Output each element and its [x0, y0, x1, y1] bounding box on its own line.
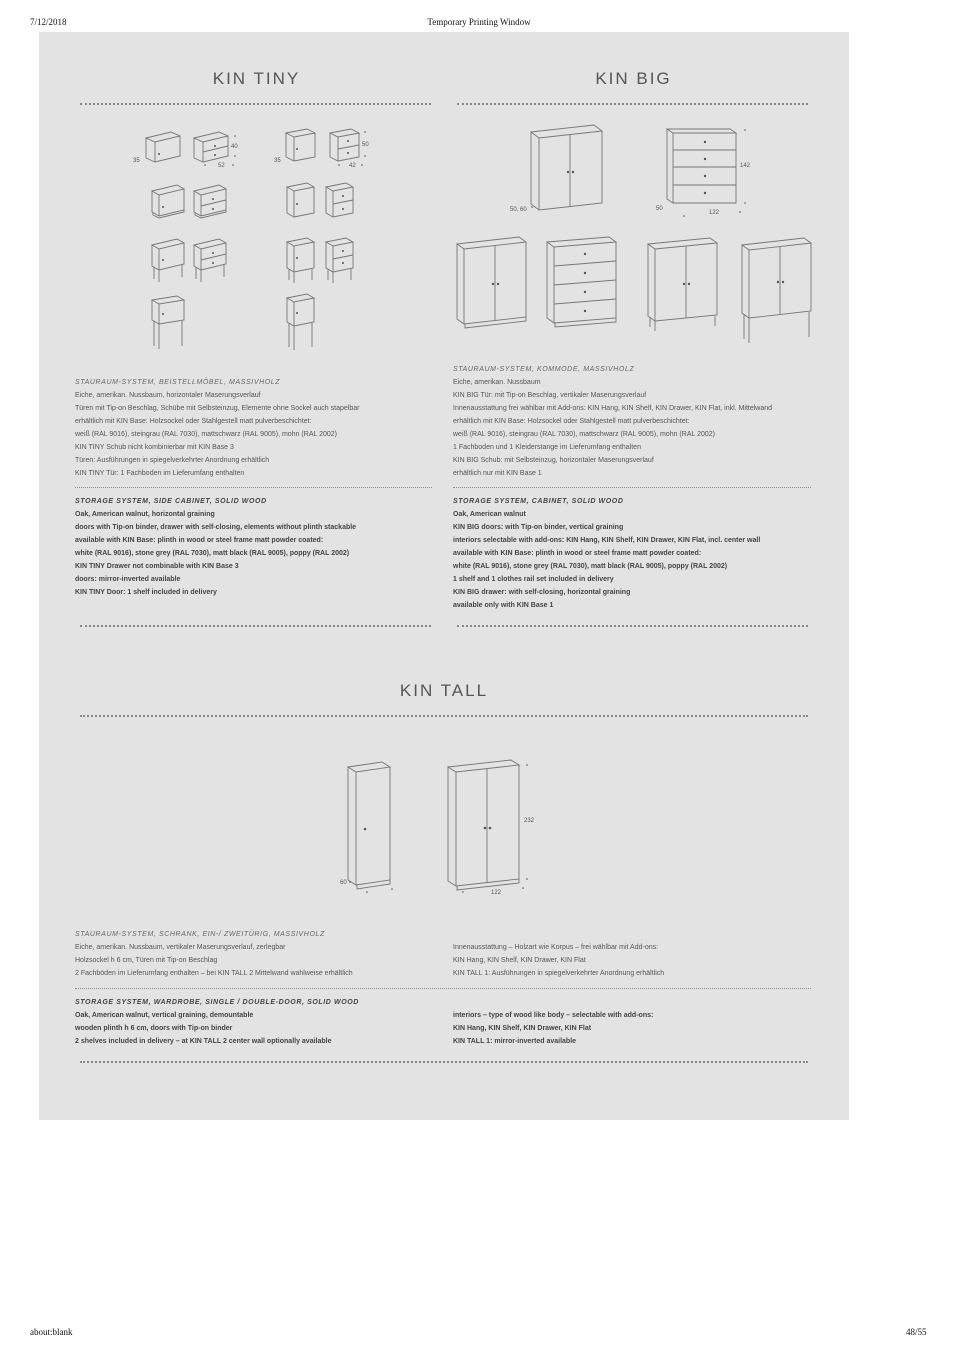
kin-tiny-de-heading: STAURAUM-SYSTEM, BEISTELLMÖBEL, MASSIVHOLZ: [75, 379, 281, 386]
kin-tiny-de-line: Eiche, amerikan. Nussbaum, horizontaler Maserungsverlauf: [75, 392, 261, 399]
kin-tiny-de-line: Türen mit Tip-on Beschlag, Schübe mit Selbsteinzug, Elemente ohne Sockel auch stapelbar: [75, 405, 360, 412]
tall-dim-width: 122: [491, 890, 502, 896]
kin-tall-de-line: Innenausstattung – Holzart wie Korpus – frei wählbar mit Add-ons:: [453, 944, 659, 951]
kin-big-en-line: white (RAL 9016), stone grey (RAL 7030), matt black (RAL 9005), poppy (RAL 2002): [453, 563, 728, 570]
catalog-page: [39, 32, 849, 1120]
divider: [80, 715, 808, 717]
kin-tall-en-heading: STORAGE SYSTEM, WARDROBE, SINGLE / DOUBLE-DOOR, SOLID WOOD: [75, 999, 359, 1006]
print-header-title: Temporary Printing Window: [427, 17, 531, 27]
kin-big-de-line: erhältlich mit KIN Base: Holzsockel oder Stahlgestell matt pulverbeschichtet:: [453, 418, 690, 425]
kin-tiny-de-line: erhältlich mit KIN Base: Holzsockel oder Stahlgestell matt pulverbeschichtet:: [75, 418, 312, 425]
big-dim-depth-a: 50, 60: [510, 207, 527, 213]
kin-big-de-line: KIN BIG Tür: mit Tip-on Beschlag, vertikaler Maserungsverlauf: [453, 392, 647, 399]
tiny-dim-width-a: 52: [218, 163, 225, 169]
kin-tiny-title: KIN TINY: [212, 69, 301, 88]
kin-big-en-line: available only with KIN Base 1: [453, 602, 554, 609]
kin-tiny-en-heading: STORAGE SYSTEM, SIDE CABINET, SOLID WOOD: [75, 498, 267, 505]
divider: [453, 487, 811, 488]
kin-tall-en-line: 2 shelves included in delivery – at KIN TALL 2 center wall optionally available: [75, 1038, 332, 1045]
divider: [75, 988, 811, 989]
kin-tiny-en-line: KIN TINY Drawer not combinable with KIN Base 3: [75, 563, 239, 570]
kin-tall-german-text-right: [453, 941, 664, 980]
kin-tiny-en-line: doors: mirror-inverted available: [75, 576, 181, 583]
kin-tall-de-line: Eiche, amerikan. Nussbaum, vertikaler Maserungsverlauf, zerlegbar: [75, 944, 286, 951]
tiny-dim-height-b: 50: [362, 142, 369, 148]
kin-tiny-english-text: [75, 495, 356, 599]
kin-tall-en-line: wooden plinth h 6 cm, doors with Tip-on binder: [75, 1025, 233, 1032]
kin-tiny-en-line: Oak, American walnut, horizontal graining: [75, 511, 215, 518]
big-drawer-chest-illustration: [667, 129, 736, 203]
kin-big-en-line: available with KIN Base: plinth in wood or steel frame matt powder coated:: [453, 550, 702, 557]
kin-tiny-en-line: available with KIN Base: plinth in wood or steel frame matt powder coated:: [75, 537, 324, 544]
kin-big-de-line: erhältlich nur mit KIN Base 1: [453, 470, 542, 477]
kin-big-en-line: interiors selectable with add-ons: KIN Hang, KIN Shelf, KIN Drawer, KIN Flat, incl. center wall: [453, 537, 761, 544]
kin-big-en-line: 1 shelf and 1 clothes rail set included in delivery: [453, 576, 614, 583]
tiny-dim-depth-a: 35: [133, 158, 140, 164]
divider: [457, 625, 808, 627]
big-dim-width-b: 122: [709, 210, 720, 216]
kin-big-german-text: [453, 363, 772, 480]
kin-big-de-heading: STAURAUM-SYSTEM, KOMMODE, MASSIVHOLZ: [453, 366, 635, 373]
kin-big-english-text: [453, 495, 760, 612]
kin-tall-de-line: Holzsockel h 6 cm, Türen mit Tip-on Beschlag: [75, 957, 218, 964]
print-header-date: 7/12/2018: [30, 17, 67, 27]
kin-tall-en-line: Oak, American walnut, vertical graining, demountable: [75, 1012, 254, 1019]
divider: [80, 1061, 808, 1063]
kin-tall-de-line: KIN TALL 1: Ausführungen in spiegelverkehrter Anordnung erhältlich: [453, 970, 665, 977]
tall-single-door-wardrobe-illustration: [348, 762, 390, 889]
kin-tiny-en-line: white (RAL 9016), stone grey (RAL 7030), matt black (RAL 9005), poppy (RAL 2002): [75, 550, 350, 557]
kin-big-de-line: Eiche, amerikan. Nussbaum: [453, 379, 541, 386]
kin-tiny-german-text: [75, 376, 359, 480]
divider: [75, 487, 432, 488]
print-footer-page-number: 48/55: [906, 1327, 927, 1337]
kin-tall-en-line: KIN TALL 1: mirror-inverted available: [453, 1038, 577, 1045]
tall-double-door-wardrobe-illustration: [448, 760, 519, 890]
kin-big-title: KIN BIG: [595, 69, 672, 88]
big-drawer-plinth-illustration: [547, 237, 616, 327]
big-door-high-legs-illustration: [742, 238, 811, 343]
kin-big-en-line: Oak, American walnut: [453, 511, 526, 518]
kin-tiny-de-line: Türen: Ausführungen in spiegelverkehrter Anordnung erhältlich: [75, 457, 270, 464]
kin-big-de-line: KIN BIG Schub: mit Selbsteinzug, horizontaler Maserungsverlauf: [453, 457, 654, 464]
big-door-legs-illustration: [648, 238, 717, 331]
tall-dim-height: 232: [524, 818, 535, 824]
kin-tiny-de-line: KIN TINY Schub nicht kombinierbar mit KIN Base 3: [75, 444, 234, 451]
kin-tall-german-text: [75, 928, 353, 980]
big-door-plinth-illustration: [457, 237, 526, 328]
kin-tiny-de-line: weiß (RAL 9016), steingrau (RAL 7030), mattschwarz (RAL 9005), mohn (RAL 2002): [75, 431, 337, 438]
kin-tiny-en-line: doors with Tip-on binder, drawer with self-closing, elements without plinth stackable: [75, 524, 357, 531]
big-dim-depth-b: 50: [656, 206, 663, 212]
kin-tall-english-text-right: [453, 1009, 653, 1048]
kin-tall-en-line: KIN Hang, KIN Shelf, KIN Drawer, KIN Flat: [453, 1025, 592, 1032]
print-footer-url: about:blank: [30, 1327, 73, 1337]
tiny-dim-depth-b: 35: [274, 158, 281, 164]
big-dim-height-b: 142: [740, 163, 751, 169]
kin-big-en-heading: STORAGE SYSTEM, CABINET, SOLID WOOD: [453, 498, 624, 505]
kin-tall-de-line: 2 Fachböden im Lieferumfang enthalten – bei KIN TALL 2 Mittelwand wahlweise erhältlich: [75, 970, 353, 977]
kin-tiny-en-line: KIN TINY Door: 1 shelf included in delivery: [75, 589, 217, 596]
kin-tall-de-line: KIN Hang, KIN Shelf, KIN Drawer, KIN Flat: [453, 957, 586, 964]
kin-tall-en-line: interiors – type of wood like body – selectable with add-ons:: [453, 1012, 654, 1019]
kin-tiny-de-line: KIN TINY Tür: 1 Fachboden im Lieferumfang enthalten: [75, 470, 245, 477]
big-door-cabinet-illustration: [531, 125, 602, 210]
kin-tall-title: KIN TALL: [399, 681, 489, 700]
kin-big-de-line: weiß (RAL 9016), steingrau (RAL 7030), mattschwarz (RAL 9005), mohn (RAL 2002): [453, 431, 715, 438]
kin-tall-english-text: [75, 996, 359, 1048]
kin-big-drawings: [39, 32, 849, 372]
tiny-dim-height-a: 40: [231, 144, 238, 150]
tall-dim-depth: 60: [340, 880, 347, 886]
kin-big-en-line: KIN BIG drawer: with self-closing, horizontal graining: [453, 589, 631, 596]
kin-tall-de-heading: STAURAUM-SYSTEM, SCHRANK, EIN-/ ZWEITÜRIG, MASSIVHOLZ: [75, 931, 325, 938]
kin-big-en-line: KIN BIG doors: with Tip-on binder, vertical graining: [453, 524, 624, 531]
kin-tall-drawings: [39, 732, 849, 902]
divider: [80, 625, 431, 627]
kin-big-de-line: 1 Fachboden und 1 Kleiderstange im Lieferumfang enthalten: [453, 444, 641, 451]
tiny-dim-width-b: 42: [349, 163, 356, 169]
kin-big-de-line: Innenausstattung frei wählbar mit Add-ons: KIN Hang, KIN Shelf, KIN Drawer, KIN Flat, inkl. Mittelwand: [453, 405, 773, 412]
